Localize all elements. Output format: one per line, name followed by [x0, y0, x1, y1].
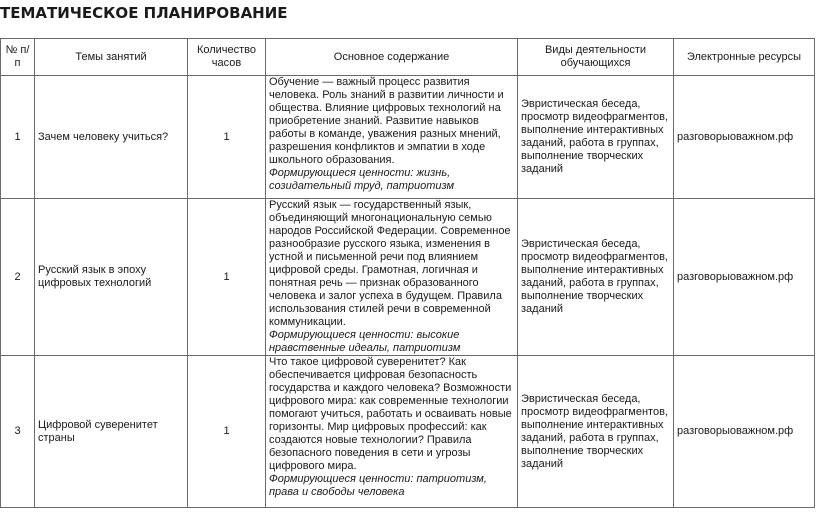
- table-row: [1, 199, 815, 356]
- row-num: 2: [1, 199, 35, 356]
- header-hours: Количество часов: [188, 39, 266, 76]
- table-header-row: [1, 39, 815, 76]
- row-num: 1: [1, 76, 35, 199]
- row-topic: Русский язык в эпоху цифровых технологий: [35, 199, 188, 356]
- header-resources: Электронные ресурсы: [674, 39, 815, 76]
- row-resource-link[interactable]: разговорыоважном.рф: [674, 199, 815, 356]
- header-content: Основное содержание: [266, 39, 518, 76]
- row-activities: Эвристическая беседа, просмотр видеофрагментов, выполнение интерактивных заданий, работа в группах, выполнение творческих заданий: [518, 199, 674, 356]
- table-row: [1, 76, 815, 199]
- row-resource-link[interactable]: разговорыоважном.рф: [674, 76, 815, 199]
- row-content-cell: [266, 76, 518, 199]
- row-topic: Цифровой суверенитет страны: [35, 356, 188, 508]
- header-activities: Виды деятельности обучающихся: [518, 39, 674, 76]
- row-values: Формирующиеся ценности: патриотизм, права и свободы человека: [269, 473, 487, 498]
- row-hours: 1: [188, 199, 266, 356]
- row-content: Русский язык — государственный язык, объединяющий многонациональную семью народов Российской Федерации. Современное разнообразие русского языка, изменения в устной и письменной речи под влиянием цифровой среды. Грамотная, логичная и понятная речь — признак образованного человека и залог успеха в будущем. Правила использования стилей речи в современной коммуникации.: [269, 199, 511, 328]
- page-title: ТЕМАТИЧЕСКОЕ ПЛАНИРОВАНИЕ: [0, 4, 288, 22]
- row-values: Формирующиеся ценности: высокие нравственные идеалы, патриотизм: [269, 329, 461, 354]
- row-num: 3: [1, 356, 35, 508]
- row-values: Формирующиеся ценности: жизнь, созидательный труд, патриотизм: [269, 167, 455, 192]
- row-content: Что такое цифровой суверенитет? Как обеспечивается цифровая безопасность государства и каждого человека? Возможности цифрового мира: как современные технологии помогают учиться, работать и осваивать новые горизонты. Мир цифровых профессий: как создаются новые технологии? Правила безопасного поведения в сети и угрозы цифрового мира.: [269, 356, 512, 472]
- row-resource-link[interactable]: разговорыоважном.рф: [674, 356, 815, 508]
- header-num: № п/п: [1, 39, 35, 76]
- row-topic: Зачем человеку учиться?: [35, 76, 188, 199]
- row-content: Обучение — важный процесс развития человека. Роль знаний в развитии личности и общества. Влияние цифровых технологий на приобретение знаний. Развитие навыков работы в команде, уважения разных мнений, разрешения конфликтов и эмпатии в ходе школьного образования.: [269, 76, 504, 166]
- row-content-cell: [266, 356, 518, 508]
- row-hours: 1: [188, 76, 266, 199]
- row-activities: Эвристическая беседа, просмотр видеофрагментов, выполнение интерактивных заданий, работа в группах, выполнение творческих заданий: [518, 356, 674, 508]
- row-content-cell: [266, 199, 518, 356]
- planning-table: [0, 38, 815, 508]
- table-row: [1, 356, 815, 508]
- header-topic: Темы занятий: [35, 39, 188, 76]
- row-hours: 1: [188, 356, 266, 508]
- row-activities: Эвристическая беседа, просмотр видеофрагментов, выполнение интерактивных заданий, работа в группах, выполнение творческих заданий: [518, 76, 674, 199]
